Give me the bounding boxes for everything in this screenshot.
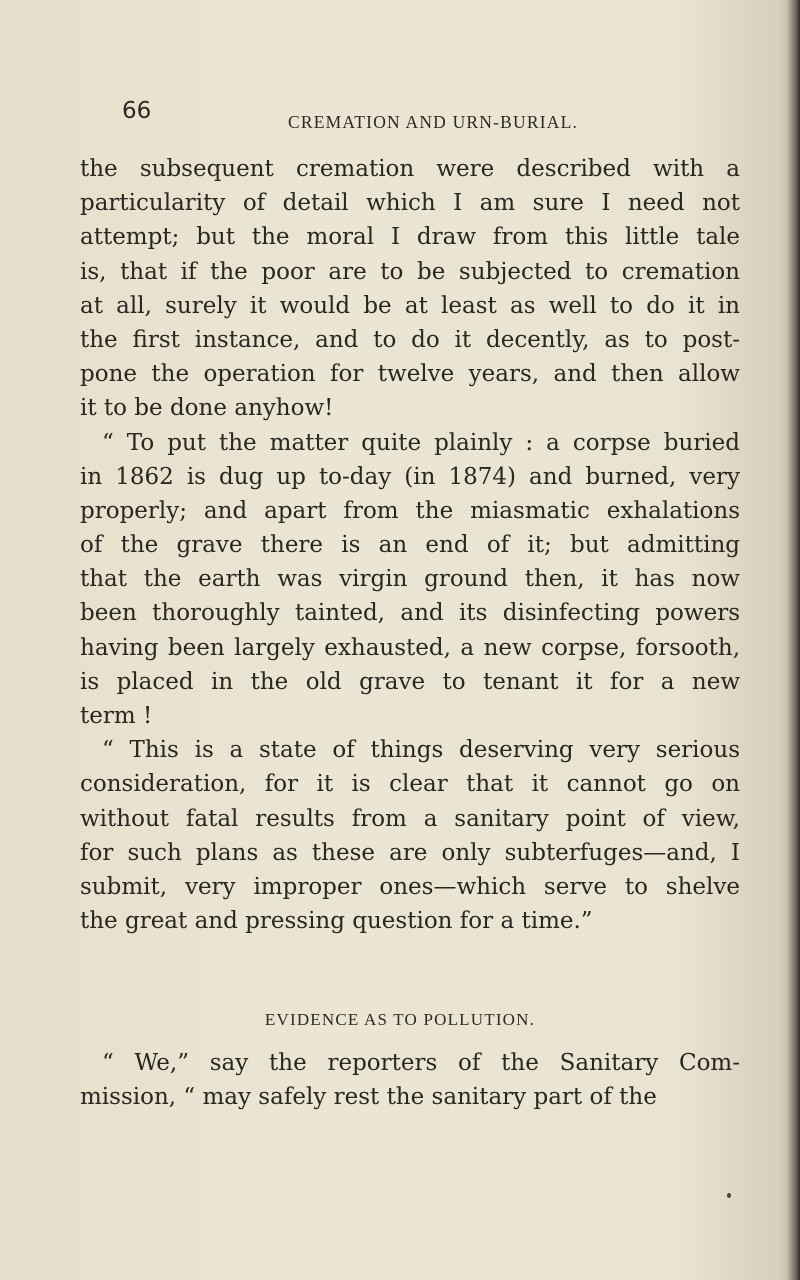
- text-line: attempt; but the moral I draw from this little tale: [80, 224, 740, 251]
- text-line: pone the operation for twelve years, and then allow: [80, 361, 740, 388]
- text-line: the great and pressing question for a time.”: [80, 908, 593, 935]
- text-line: at all, surely it would be at least as well to do it in: [80, 292, 740, 319]
- section-heading: EVIDENCE AS TO POLLUTION.: [264, 1010, 536, 1029]
- text-line: been thoroughly tainted, and its disinfecting powers: [80, 600, 740, 627]
- text-line: in 1862 is dug up to-day (in 1874) and burned, very: [80, 463, 740, 490]
- text-line: the subsequent cremation were described with a: [80, 156, 740, 182]
- text-line: properly; and apart from the miasmatic exhalations: [80, 497, 740, 524]
- text-line: mission, “ may safely rest the sanitary part of the: [80, 1084, 657, 1111]
- text-line: that the earth was virgin ground then, it has now: [80, 566, 740, 593]
- page-header: [0, 98, 800, 138]
- section-body-text: [80, 1046, 740, 1114]
- text-line: without fatal results from a sanitary point of view,: [80, 805, 740, 832]
- text-line: having been largely exhausted, a new corpse, forsooth,: [80, 634, 740, 661]
- text-line: is, that if the poor are to be subjected to cremation: [80, 258, 740, 285]
- text-line: term !: [80, 703, 153, 729]
- text-line: “ We,” say the reporters of the Sanitary Com-: [102, 1050, 740, 1076]
- text-line: submit, very improper ones—which serve to shelve: [80, 873, 740, 900]
- text-line: of the grave there is an end of it; but admitting: [80, 532, 740, 559]
- text-line: is placed in the old grave to tenant it for a new: [80, 668, 740, 695]
- page-number: 66: [122, 98, 152, 124]
- text-line: particularity of detail which I am sure I need not: [80, 190, 740, 217]
- text-line: “ To put the matter quite plainly : a corpse buried: [102, 429, 740, 456]
- text-line: the first instance, and to do it decently, as to post-: [80, 326, 740, 353]
- text-line: it to be done anyhow!: [80, 395, 334, 422]
- text-line: “ This is a state of things deserving very serious: [102, 737, 740, 764]
- page-gutter-shadow: [778, 0, 800, 1280]
- text-line: for such plans as these are only subterfuges—and, I: [80, 839, 740, 866]
- body-text: [80, 152, 740, 938]
- ink-speck: [727, 1193, 731, 1198]
- running-head: CREMATION AND URN-BURIAL.: [288, 112, 579, 132]
- text-line: consideration, for it is clear that it cannot go on: [80, 771, 740, 798]
